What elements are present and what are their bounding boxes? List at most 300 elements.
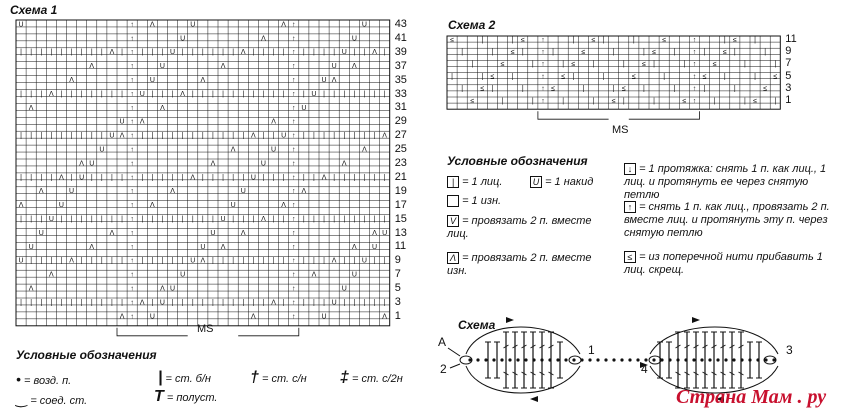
chart-symbol: | (272, 49, 275, 57)
chart-symbol: ≤ (763, 85, 768, 93)
chart-symbol: | (723, 73, 726, 81)
chart-symbol: | (252, 215, 255, 223)
chart-symbol: Λ (89, 243, 95, 251)
chart-symbol: U (260, 160, 266, 168)
crochet-label-4: 4 (641, 362, 648, 376)
chart-symbol: ≤ (753, 97, 757, 105)
chart-symbol: ↑ (692, 36, 697, 44)
chart-symbol: Λ (372, 49, 377, 57)
chart-symbol: ↑ (292, 118, 296, 126)
chart-symbol: | (323, 132, 325, 140)
legend-text: = полуст. (166, 392, 218, 404)
scheme1-row-number: 19 (394, 184, 407, 197)
chart-symbol: | (302, 90, 305, 98)
chart-symbol: U (250, 174, 256, 182)
chart-symbol: U (240, 188, 246, 196)
chart-symbol: | (60, 49, 63, 57)
chart-symbol: Λ (271, 118, 276, 126)
chart-symbol: | (353, 257, 356, 265)
legend-text: = снять 1 п. как лиц., провязать 2 п. вместе лиц. и протянуть эту п. через снятую петлю (624, 201, 830, 239)
chart-symbol: U (321, 76, 327, 84)
chart-symbol: ≤ (682, 97, 687, 105)
chart-symbol: | (141, 215, 144, 223)
chart-symbol: | (622, 97, 625, 105)
chain-stitch (524, 358, 527, 361)
chart-symbol: ↑ (130, 76, 134, 84)
chart-symbol: U (190, 257, 196, 265)
chart-symbol: U (321, 313, 327, 321)
scheme1-row-number: 3 (394, 296, 401, 308)
chart-symbol: | (343, 299, 346, 307)
chart-symbol: ↑ (130, 63, 134, 71)
chain-stitch (484, 358, 487, 361)
chart-symbol: | (683, 61, 686, 69)
chart-symbol: | (333, 90, 336, 98)
chart-symbol: | (774, 61, 777, 69)
legend-text: = провязать 2 п. вместе лиц. (447, 215, 592, 240)
chart-symbol: | (60, 132, 63, 140)
yarnover-symbol: U (530, 176, 542, 188)
chart-symbol: Λ (28, 285, 34, 293)
chart-symbol: | (20, 49, 22, 57)
chain-stitch (692, 358, 695, 361)
chart-symbol: | (212, 257, 214, 265)
chart-symbol: | (242, 299, 245, 307)
chart-symbol: | (181, 299, 184, 307)
chart-symbol: | (262, 49, 265, 57)
chart-symbol: | (343, 132, 346, 140)
scheme1-row-number: 23 (394, 157, 407, 169)
chart-symbol: Λ (341, 160, 347, 168)
chart-symbol: | (222, 90, 224, 98)
chart-symbol: Λ (160, 285, 165, 293)
knit-symbol: | (447, 176, 459, 188)
chart-symbol: | (90, 132, 93, 140)
chart-symbol: | (373, 90, 376, 98)
chart-symbol: Λ (281, 202, 286, 210)
chart-symbol: Λ (59, 174, 64, 182)
chart-symbol: | (181, 132, 184, 140)
chart-symbol: ↑ (130, 202, 134, 210)
chart-symbol: ↑ (292, 285, 296, 293)
chart-symbol: ↑ (292, 146, 296, 154)
chain-stitch (724, 358, 727, 361)
chart-symbol: ≤ (551, 85, 555, 93)
chart-symbol: | (744, 97, 746, 105)
chart-symbol: | (333, 49, 336, 57)
chart-symbol: U (361, 21, 367, 29)
chart-symbol: | (713, 97, 716, 105)
chart-symbol: | (491, 49, 494, 56)
chart-symbol: | (582, 85, 585, 93)
chart-symbol: ≤ (490, 73, 495, 81)
chart-symbol: Λ (230, 146, 236, 154)
chart-symbol: | (262, 90, 265, 98)
legend-text: = 1 изн. (462, 195, 502, 207)
chart-symbol: | (151, 299, 154, 307)
chart-symbol: | (232, 174, 235, 182)
chart-symbol: Λ (261, 35, 266, 43)
chart-symbol: | (323, 215, 325, 223)
chart-symbol: | (272, 90, 275, 98)
chart-symbol: | (50, 174, 53, 182)
scheme1-row-number: 29 (394, 115, 407, 128)
chart-symbol: | (653, 61, 655, 69)
chart-symbol: | (774, 97, 777, 105)
chart-symbol: | (353, 174, 356, 182)
chart-symbol: | (363, 90, 366, 98)
chart-symbol: Λ (49, 90, 54, 98)
chart-symbol: ↑ (292, 132, 296, 140)
chart-symbol: | (313, 257, 315, 265)
chart-symbol: | (511, 36, 514, 44)
chart-symbol: | (302, 49, 305, 57)
chart-symbol: ≤ (571, 61, 576, 69)
chart-symbol: ↑ (130, 146, 134, 154)
chart-symbol: | (272, 257, 275, 265)
chart-symbol: | (373, 132, 376, 140)
chart-symbol: | (181, 257, 184, 265)
chart-symbol: ↑ (692, 97, 697, 105)
crochet-scheme-title: Схема (458, 318, 496, 332)
chart-symbol: ≤ (631, 73, 636, 81)
chart-symbol: Λ (170, 188, 175, 196)
chart-symbol: ↑ (130, 188, 134, 196)
chart-symbol: | (40, 299, 43, 307)
legend-text: = провязать 2 п. вместе изн. (447, 252, 592, 277)
chart-symbol: ≤ (591, 36, 596, 44)
chart-symbol: | (313, 132, 315, 140)
legend-purl-item (447, 195, 501, 208)
chart-symbol: | (151, 132, 154, 140)
chart-symbol: Λ (18, 202, 24, 210)
scheme1-row-number: 13 (394, 226, 407, 239)
chart-symbol: | (323, 49, 325, 57)
chart-symbol: ↑ (130, 35, 134, 43)
chart-symbol: | (353, 132, 356, 140)
chain-stitch (772, 358, 775, 361)
chart-symbol: | (353, 215, 356, 223)
chart-symbol: | (171, 215, 174, 223)
chart-symbol: | (602, 36, 605, 44)
chart-symbol: ↑ (692, 73, 697, 81)
chart-symbol: | (643, 49, 645, 56)
chart-symbol: ≤ (773, 73, 778, 81)
chart-symbol: | (141, 174, 144, 182)
chart-symbol: | (70, 49, 73, 57)
chart-symbol: | (20, 90, 22, 98)
chart-symbol: | (161, 90, 164, 98)
scheme1-ms-label: MS (197, 323, 214, 335)
chart-symbol: | (242, 90, 245, 98)
chart-symbol: | (90, 215, 93, 223)
chart-symbol: ↑ (292, 243, 296, 251)
chart-symbol: U (28, 243, 34, 251)
legend-dc-item (250, 371, 307, 386)
chart-symbol: | (481, 36, 484, 44)
chart-symbol: ↑ (292, 160, 296, 168)
chart-symbol: ≤ (581, 49, 586, 56)
tr-symbol: ‡ (340, 369, 349, 386)
chart-symbol: U (159, 63, 165, 71)
scheme2-row-number: 5 (785, 69, 792, 82)
chart-symbol: | (201, 132, 204, 140)
chart-symbol: | (282, 257, 285, 265)
chart-symbol: | (201, 215, 204, 223)
chart-symbol: | (212, 90, 214, 98)
label-pointer (448, 348, 460, 356)
legend-k2tog-item (447, 215, 597, 241)
chart-symbol: Λ (271, 299, 276, 307)
chart-symbol: ↑ (130, 49, 134, 57)
chain-stitch (556, 358, 559, 361)
chart-symbol: | (302, 257, 305, 265)
chart-symbol: U (119, 118, 125, 126)
chart-symbol: | (323, 90, 325, 98)
chart-symbol: | (723, 36, 726, 44)
chart-symbol: | (313, 299, 315, 307)
chart-symbol: | (111, 215, 113, 223)
arrow-head (692, 317, 700, 323)
chart-symbol: | (80, 90, 83, 98)
chart-symbol: ≤ (611, 97, 616, 105)
chain-stitch (604, 358, 607, 361)
chart-symbol: ↑ (541, 36, 545, 44)
chart-symbol: | (100, 215, 103, 223)
scheme2-row-number: 7 (785, 57, 792, 70)
chart-symbol: | (191, 90, 194, 98)
legend-text: = ст. с/2н (351, 373, 403, 385)
chart-symbol: | (201, 299, 204, 307)
watermark: Страна Мам . ру (676, 386, 827, 408)
scheme2-ms-label: MS (612, 124, 629, 136)
chart-symbol: | (40, 90, 43, 98)
chart-symbol: | (161, 257, 164, 265)
k2tog-symbol: V (447, 215, 459, 227)
legend-m1-item (624, 251, 834, 277)
chart-symbol: | (171, 299, 174, 307)
legend-text: = возд. п. (23, 375, 72, 387)
chart-symbol: ↑ (130, 174, 134, 182)
chart-symbol: | (151, 90, 154, 98)
chart-symbol: | (252, 257, 255, 265)
chart-symbol: | (471, 61, 474, 69)
legend-p2tog-item (447, 252, 597, 278)
chart-symbol: | (121, 257, 123, 265)
chart-symbol: ↑ (130, 21, 134, 29)
chart-symbol: | (363, 49, 366, 57)
chart-symbol: U (281, 132, 287, 140)
chart-symbol: | (212, 49, 214, 57)
chart-symbol: | (383, 257, 386, 265)
chart-symbol: U (79, 174, 85, 182)
chart-symbol: | (111, 299, 113, 307)
chart-symbol: ≤ (662, 36, 667, 44)
chart-symbol: ↑ (292, 63, 296, 71)
chart-symbol: | (703, 49, 706, 56)
scheme1-row-number: 5 (394, 282, 401, 295)
chart-symbol: ≤ (732, 36, 737, 44)
chart-symbol: U (18, 21, 24, 29)
chart-symbol: | (302, 215, 305, 223)
chart-symbol: Λ (331, 76, 337, 84)
chart-symbol: | (191, 299, 194, 307)
chart-symbol: ≤ (621, 85, 626, 93)
chart-symbol: | (461, 85, 464, 93)
chart-symbol: | (302, 299, 305, 307)
chart-symbol: | (30, 174, 33, 182)
chart-symbol: | (90, 49, 93, 57)
scheme1-row-number: 1 (394, 309, 401, 322)
chart-symbol: | (744, 61, 746, 69)
chart-symbol: | (201, 49, 204, 57)
chart-symbol: | (70, 299, 73, 307)
chart-symbol: | (121, 215, 123, 223)
chart-symbol: | (562, 61, 565, 69)
chart-symbol: ≤ (642, 61, 646, 69)
chart-symbol: ↑ (292, 49, 296, 57)
chain-stitch (628, 358, 631, 361)
chart-symbol: | (733, 49, 736, 56)
ms-bracket (117, 328, 188, 336)
chart-symbol: | (30, 215, 33, 223)
chart-symbol: | (222, 49, 224, 57)
chart-symbol: | (252, 90, 255, 98)
chart-symbol: | (363, 174, 366, 182)
chart-symbol: | (673, 85, 676, 93)
chart-symbol: ≤ (561, 73, 566, 81)
chart-symbol: | (754, 73, 756, 81)
chart-symbol: | (531, 97, 534, 105)
chart-symbol: U (48, 215, 54, 223)
chart-symbol: | (501, 97, 504, 105)
chart-symbol: | (141, 49, 144, 57)
chart-symbol: Λ (150, 202, 155, 210)
chart-symbol: Λ (119, 132, 125, 140)
chart-symbol: | (50, 132, 53, 140)
chart-symbol: Λ (49, 271, 54, 279)
chart-symbol: | (90, 174, 93, 182)
chart-symbol: U (139, 90, 145, 98)
chart-symbol: U (18, 257, 24, 265)
chart-symbol: | (90, 299, 93, 307)
scheme2-row-number: 9 (785, 45, 792, 58)
chart-symbol: | (733, 85, 736, 93)
hdc-symbol: T (154, 388, 164, 405)
chart-symbol: U (58, 202, 64, 210)
chart-symbol: | (592, 97, 595, 105)
sk2p-symbol: ↑ (624, 201, 636, 213)
chart-symbol: | (232, 49, 235, 57)
chart-symbol: Λ (109, 49, 115, 57)
chart-symbol: | (521, 85, 524, 93)
chart-symbol: | (80, 132, 83, 140)
chain-stitch (468, 358, 471, 361)
chart-symbol: | (343, 257, 346, 265)
chart-symbol: | (222, 174, 224, 182)
crochet-label-1: 1 (588, 343, 595, 357)
chart-symbol: Λ (321, 174, 327, 182)
chart-symbol: | (242, 132, 245, 140)
chart-symbol: Λ (261, 215, 266, 223)
scheme1-row-number: 7 (394, 268, 401, 281)
knit-legend-title: Условные обозначения (447, 154, 588, 168)
chart-symbol: | (60, 90, 63, 98)
legend-chain-item (16, 373, 71, 388)
scheme1-row-number: 31 (394, 101, 407, 114)
chart-symbol: ↑ (692, 49, 697, 56)
chart-symbol: | (242, 257, 245, 265)
chart-symbol: | (272, 174, 275, 182)
crochet-label-3: 3 (786, 343, 793, 357)
chart-symbol: | (111, 90, 113, 98)
chart-symbol: | (353, 90, 356, 98)
chain-stitch (500, 358, 503, 361)
chart-symbol: | (252, 299, 255, 307)
chart-symbol: | (212, 215, 214, 223)
legend-hdc-item (154, 390, 217, 405)
chart-symbol: | (40, 174, 43, 182)
scheme1-row-number: 15 (394, 212, 407, 225)
chart-symbol: | (383, 174, 386, 182)
chart-symbol: ↑ (292, 313, 296, 321)
chart-symbol: | (531, 61, 534, 69)
chart-symbol: ≤ (702, 73, 707, 81)
chart-symbol: | (121, 299, 123, 307)
chart-symbol: | (80, 49, 83, 57)
chart-symbol: | (282, 90, 285, 98)
chart-symbol: ≤ (712, 61, 717, 69)
chain-stitch (508, 358, 511, 361)
chart-symbol: | (212, 174, 214, 182)
chart-symbol: | (161, 215, 164, 223)
chart-symbol: | (703, 85, 706, 93)
chart-symbol: | (121, 49, 123, 57)
chart-symbol: U (190, 21, 196, 29)
chart-symbol: | (50, 299, 53, 307)
chart-symbol: | (232, 257, 235, 265)
chart-symbol: U (271, 146, 277, 154)
chart-symbol: ↑ (292, 188, 296, 196)
chart-symbol: | (151, 49, 154, 57)
scheme1-row-number: 27 (394, 129, 407, 142)
chart-symbol: | (60, 299, 63, 307)
chart-symbol: Λ (382, 313, 387, 321)
chain-stitch (700, 358, 703, 361)
chart-symbol: | (323, 299, 325, 307)
chart-symbol: Λ (79, 160, 84, 168)
chart-symbol: | (90, 90, 93, 98)
chart-symbol: | (161, 174, 164, 182)
legend-ssk-item (624, 163, 834, 202)
chart-symbol: U (200, 243, 206, 251)
chart-symbol: | (151, 257, 154, 265)
chart-symbol: U (382, 229, 388, 237)
scheme1-row-number: 41 (394, 31, 407, 44)
chart-symbol: | (111, 174, 113, 182)
chart-symbol: | (333, 132, 336, 140)
chart-symbol: ↑ (292, 174, 296, 182)
chart-symbol: | (622, 61, 625, 69)
chart-symbol: ↑ (292, 229, 296, 237)
chart-symbol: | (30, 49, 33, 57)
chart-symbol: U (89, 160, 95, 168)
chart-symbol: | (161, 49, 164, 57)
chart-symbol: | (40, 215, 43, 223)
chart-symbol: U (220, 215, 226, 223)
chart-symbol: U (180, 271, 186, 279)
chart-symbol: U (230, 202, 236, 210)
